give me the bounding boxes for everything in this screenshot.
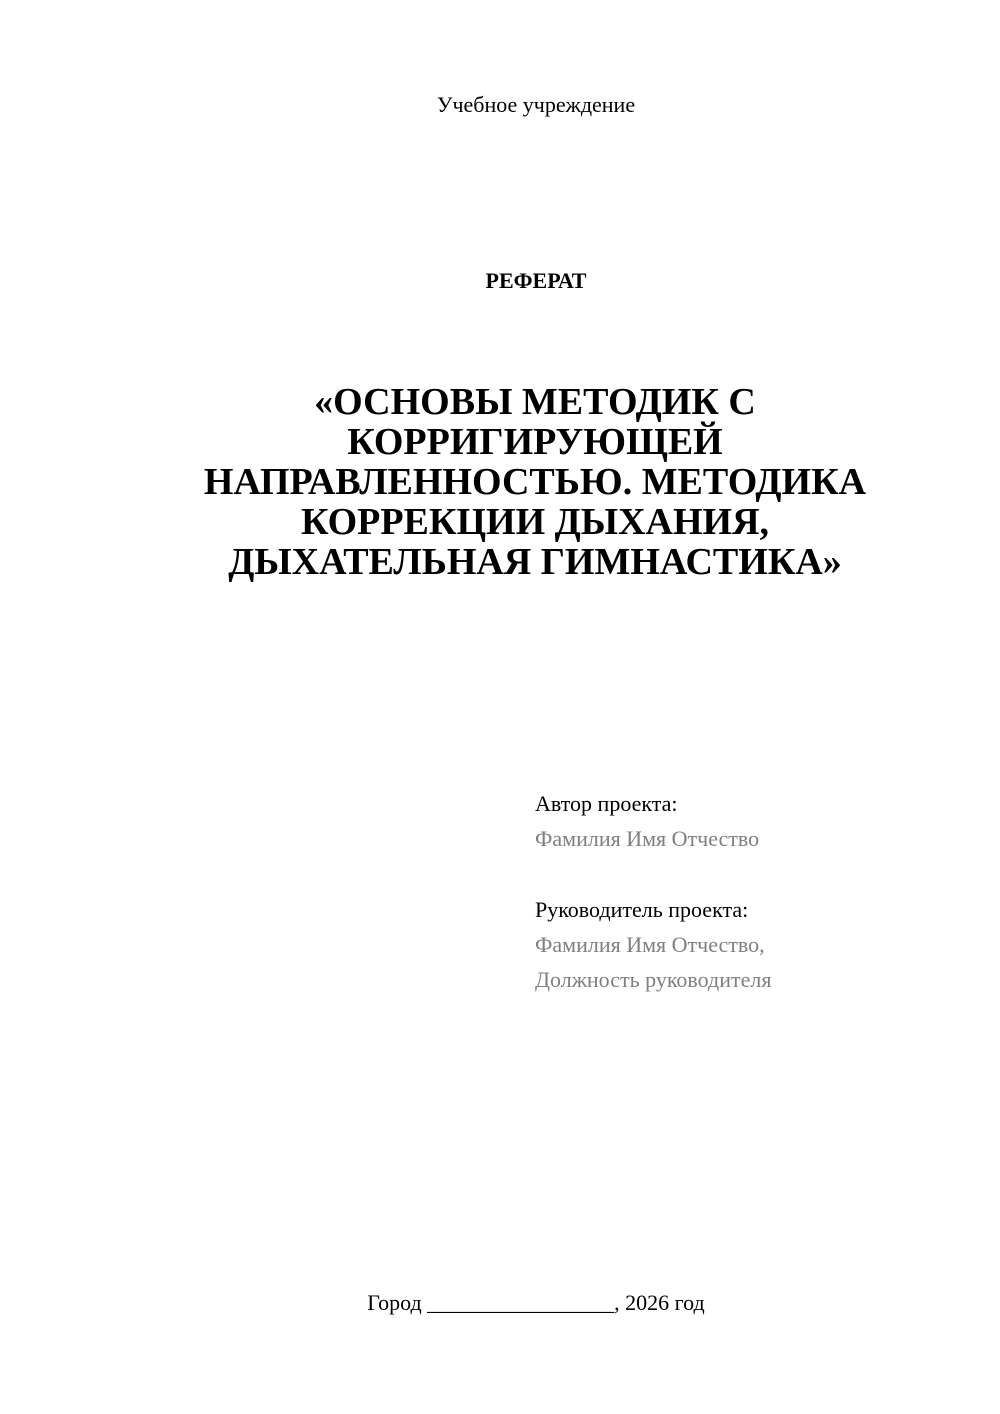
supervisor-position: Должность руководителя bbox=[535, 967, 772, 992]
supervisor-label: Руководитель проекта: bbox=[535, 897, 749, 922]
credits-block bbox=[535, 786, 975, 997]
supervisor-name: Фамилия Имя Отчество, bbox=[535, 932, 765, 957]
topic-line: НАПРАВЛЕННОСТЬЮ. МЕТОДИКА bbox=[203, 461, 867, 503]
topic-line: ДЫХАТЕЛЬНАЯ ГИМНАСТИКА» bbox=[228, 541, 842, 583]
topic-line: КОРРИГИРУЮЩЕЙ bbox=[347, 421, 723, 463]
document-topic bbox=[170, 382, 900, 582]
credits-spacer bbox=[535, 856, 975, 892]
author-name: Фамилия Имя Отчество bbox=[535, 826, 760, 851]
city-year-line: Город _________________, 2026 год bbox=[367, 1290, 705, 1315]
author-label: Автор проекта: bbox=[535, 791, 678, 816]
topic-line: «ОСНОВЫ МЕТОДИК С bbox=[314, 381, 756, 423]
institution-name: Учебное учреждение bbox=[436, 92, 636, 117]
document-type: РЕФЕРАТ bbox=[485, 268, 587, 293]
topic-line: КОРРЕКЦИИ ДЫХАНИЯ, bbox=[300, 501, 770, 543]
